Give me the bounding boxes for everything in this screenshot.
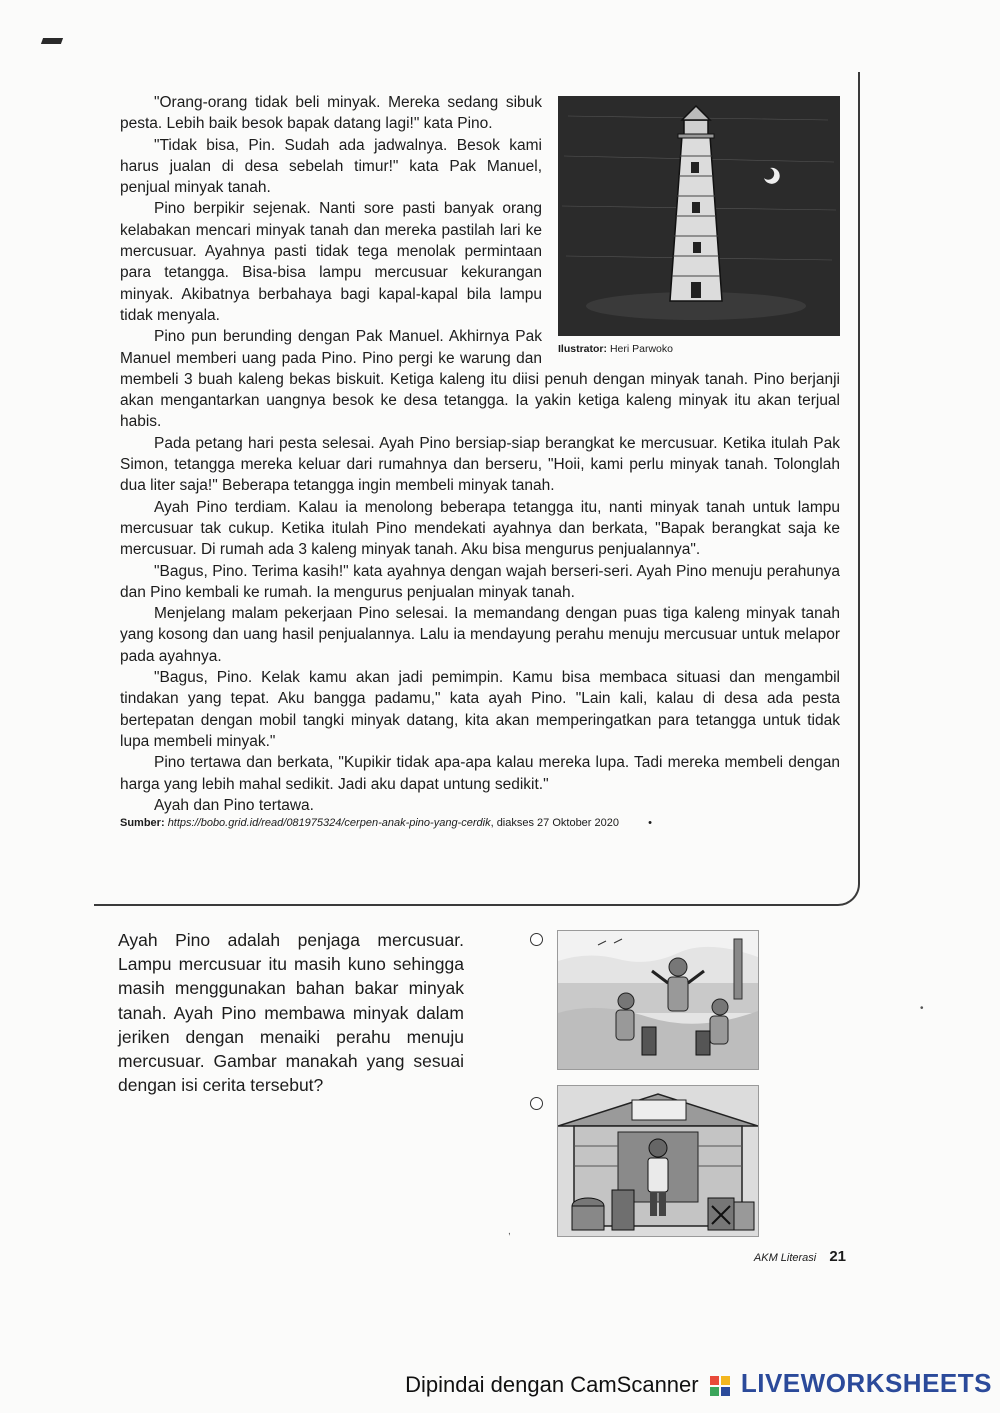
- option-b-image[interactable]: [557, 1085, 759, 1237]
- story-paragraph: "Bagus, Pino. Kelak kamu akan jadi pemimpin. Kamu bisa membaca situasi dan mengambil tindakan yang tepat. Aku bangga padamu," kata ayah Pino. "Lain kali, kalau di desa ada pesta bertepatan dengan mobil tangki minyak datang, kita akan memperingatkan para tetangga untuk tidak lupa membeli minyak.": [120, 669, 840, 750]
- question-text: Ayah Pino adalah penjaga mercusuar. Lampu mercusuar itu masih kuno sehingga masih menggunakan bahan bakar minyak tanah. Ayah Pino membawa minyak dalam jeriken dengan menaiki perahu menuju mercusuar. Gambar manakah yang sesuai dengan isi cerita tersebut?: [118, 930, 464, 1096]
- scanner-watermark: [405, 1368, 992, 1399]
- source-line: [120, 816, 840, 831]
- story-paragraph: Pino tertawa dan berkata, "Kupikir tidak apa-apa kalau mereka lupa. Tadi mereka membeli dengan harga yang lebih mahal sedikit. Jadi aku dapat untung sedikit.": [120, 754, 840, 793]
- story-paragraph: "Bagus, Pino. Terima kasih!" kata ayahnya dengan wajah berseri-seri. Ayah Pino menuju perahunya dan Pino kembali ke rumah. Ia mengurus penjualan minyak tanah.: [120, 562, 840, 601]
- story-paragraph: Pada petang hari pesta selesai. Ayah Pino bersiap-siap berangkat ke mercusuar. Ketika itulah Pak Simon, tetangga mereka keluar dari rumahnya dan berseru, "Hoii, kami perlu minyak tanah. Tolonglah dua liter saja!" Beberapa tetangga ingin membeli minyak tanah.: [120, 434, 840, 495]
- story-paragraph: "Orang-orang tidak beli minyak. Mereka sedang sibuk pesta. Lebih baik besok bapak datang lagi!" kata Pino.: [120, 94, 542, 133]
- liveworksheets-brand: LIVEWORKSHEETS: [740, 1368, 992, 1398]
- lighthouse-illustration: [558, 96, 840, 336]
- stray-dot: •: [648, 817, 652, 830]
- option-a-radio[interactable]: [530, 933, 543, 946]
- story-paragraph: "Tidak bisa, Pin. Sudah ada jadwalnya. Besok kami harus jualan di desa sebelah timur!" kata Pak Manuel, penjual minyak tanah.: [120, 136, 542, 197]
- illustrator-label: Ilustrator:: [558, 343, 608, 355]
- option-a-image[interactable]: [557, 930, 759, 1070]
- page-number: 21: [829, 1248, 846, 1265]
- source-label: Sumber:: [120, 817, 165, 830]
- illustrator-caption: [558, 342, 840, 356]
- lighthouse-icon: [558, 96, 840, 336]
- beach-children-scene-icon: [558, 931, 758, 1069]
- book-title: AKM Literasi: [753, 1252, 817, 1264]
- story-paragraph: Ayah Pino terdiam. Kalau ia menolong beberapa tetangga itu, nanti minyak tanah untuk lampu mercusuar tak cukup. Ketika itulah Pino mendekati ayahnya dan berkata, "Bapak berangkat saja ke mercusuar. Di rumah ada 3 kaleng minyak tanah. Aku bisa mengurus penjualannya".: [120, 498, 840, 559]
- story-paragraph: Pino berpikir sejenak. Nanti sore pasti banyak orang kelabakan mencari minyak tanah dan mereka pastilah lari ke mercusuar. Ayahnya pasti tidak tega menolak permintaan para tetangga. Bisa-bisa lampu mercusuar kekurangan minyak. Akibatnya berbahaya bagi kapal-kapal bila lampu tidak menyala.: [120, 200, 542, 324]
- source-access-date: , diakses 27 Oktober 2020: [490, 817, 619, 830]
- story-paragraph: Menjelang malam pekerjaan Pino selesai. Ia memandang dengan puas tiga kaleng minyak tanah yang kosong dan uang hasil penjualannya. Lalu ia mendayung perahu menuju mercusuar untuk melapor pada ayahnya.: [120, 605, 840, 665]
- source-url: https://bobo.grid.id/read/081975324/cerpen-anak-pino-yang-cerdik: [167, 817, 491, 830]
- story-paragraph: Pino pun berunding dengan Pak Manuel. Akhirnya Pak Manuel memberi uang pada Pino. Pino pergi ke warung dan membeli 3 buah kaleng bekas biskuit. Ketiga kaleng itu diisi penuh dengan minyak tanah. Pino berjanji akan mengantarkan uangnya besok ke desa tetangga. Ia yakin ketiga kaleng minyak itu akan terjual habis.: [120, 328, 840, 431]
- corner-mark: [41, 38, 63, 44]
- option-b-radio[interactable]: [530, 1097, 543, 1110]
- camscanner-text: Dipindai dengan CamScanner: [405, 1372, 699, 1397]
- liveworksheets-logo-icon: [709, 1375, 731, 1397]
- illustrator-name: Heri Parwoko: [609, 343, 673, 355]
- story-text: [120, 92, 840, 831]
- kiosk-boy-scene-icon: [558, 1086, 758, 1236]
- story-paragraph: Ayah dan Pino tertawa.: [154, 796, 314, 814]
- stray-mark: •: [920, 1003, 924, 1014]
- stray-mark: ,: [508, 1226, 511, 1237]
- page-footer: [754, 1248, 846, 1265]
